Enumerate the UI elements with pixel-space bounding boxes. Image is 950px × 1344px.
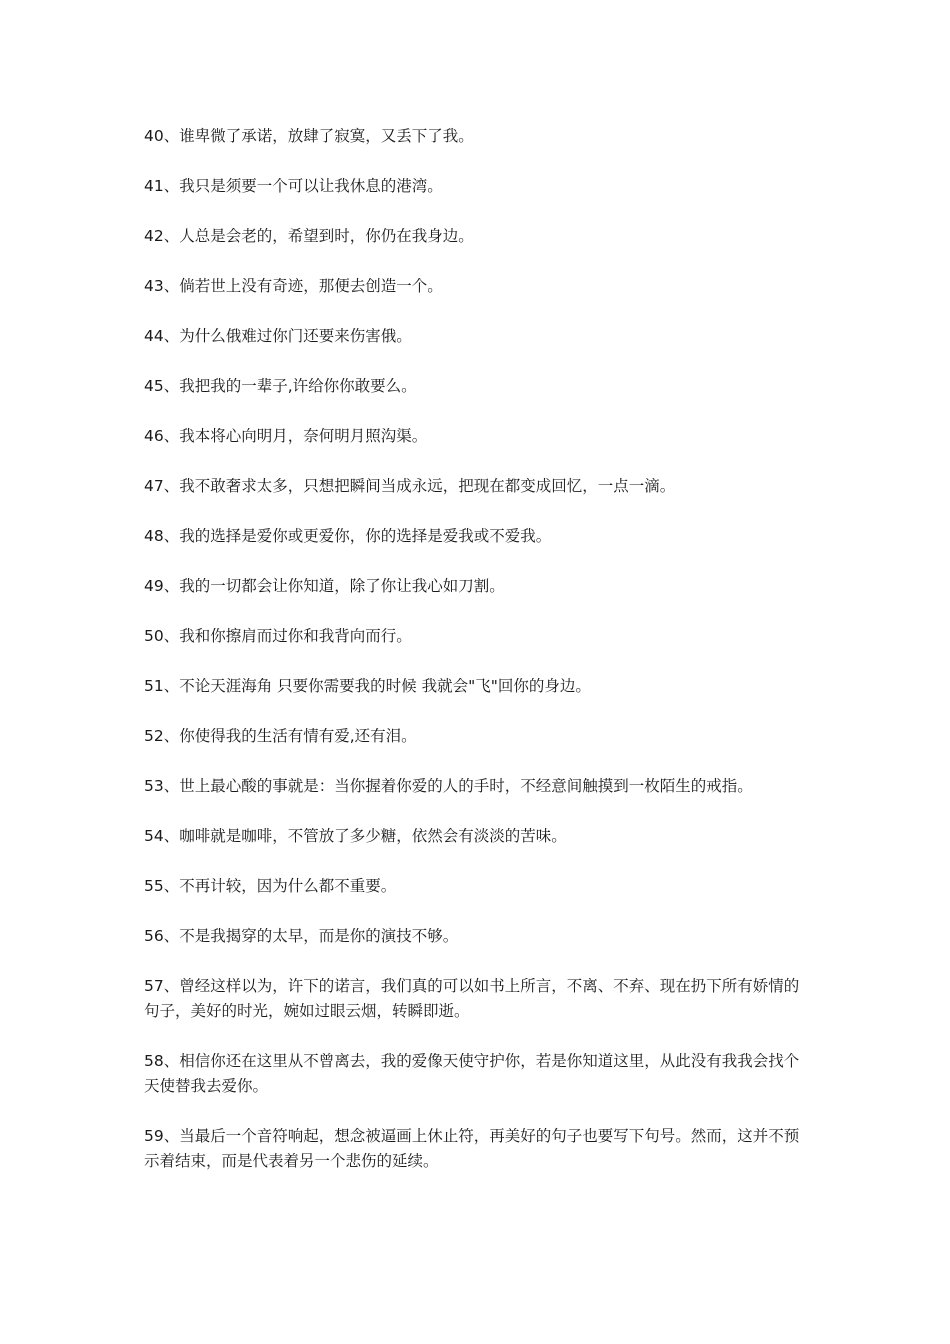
list-item: 54、咖啡就是咖啡，不管放了多少糖，依然会有淡淡的苦味。 [144, 827, 567, 845]
list-item: 40、谁卑微了承诺，放肆了寂寞，又丢下了我。 [144, 127, 474, 145]
list-item: 51、不论天涯海角 只要你需要我的时候 我就会"飞"回你的身边。 [144, 677, 591, 695]
list-item: 48、我的选择是爱你或更爱你，你的选择是爱我或不爱我。 [144, 527, 552, 545]
list-item: 45、我把我的一辈子,许给你你敢要么。 [144, 377, 417, 395]
list-item: 42、人总是会老的，希望到时，你仍在我身边。 [144, 227, 474, 245]
list-item: 46、我本将心向明月，奈何明月照沟渠。 [144, 427, 428, 445]
list-item: 56、不是我揭穿的太早，而是你的演技不够。 [144, 927, 459, 945]
list-item: 44、为什么俄难过你门还要来伤害俄。 [144, 327, 412, 345]
list-item: 43、倘若世上没有奇迹，那便去创造一个。 [144, 277, 443, 295]
list-item: 55、不再计较，因为什么都不重要。 [144, 877, 397, 895]
list-item: 41、我只是须要一个可以让我休息的港湾。 [144, 177, 443, 195]
list-item: 59、当最后一个音符响起，想念被逼画上休止符，再美好的句子也要写下句号。然而，这并不预示着结束，而是代表着另一个悲伤的延续。 [144, 1127, 800, 1170]
list-item: 49、我的一切都会让你知道，除了你让我心如刀割。 [144, 577, 505, 595]
list-item: 53、世上最心酸的事就是：当你握着你爱的人的手时，不经意间触摸到一枚陌生的戒指。 [144, 777, 753, 795]
list-item: 58、相信你还在这里从不曾离去，我的爱像天使守护你，若是你知道这里，从此没有我我会找个天使替我去爱你。 [144, 1052, 800, 1095]
list-item: 52、你使得我的生活有情有爱,还有泪。 [144, 727, 417, 745]
list-item: 57、曾经这样以为，许下的诺言，我们真的可以如书上所言，不离、不弃、现在扔下所有娇情的句子，美好的时光，婉如过眼云烟，转瞬即逝。 [144, 977, 800, 1020]
list-item: 50、我和你擦肩而过你和我背向而行。 [144, 627, 412, 645]
quote-list [144, 124, 808, 1199]
list-item: 47、我不敢奢求太多，只想把瞬间当成永远，把现在都变成回忆，一点一滴。 [144, 477, 676, 495]
